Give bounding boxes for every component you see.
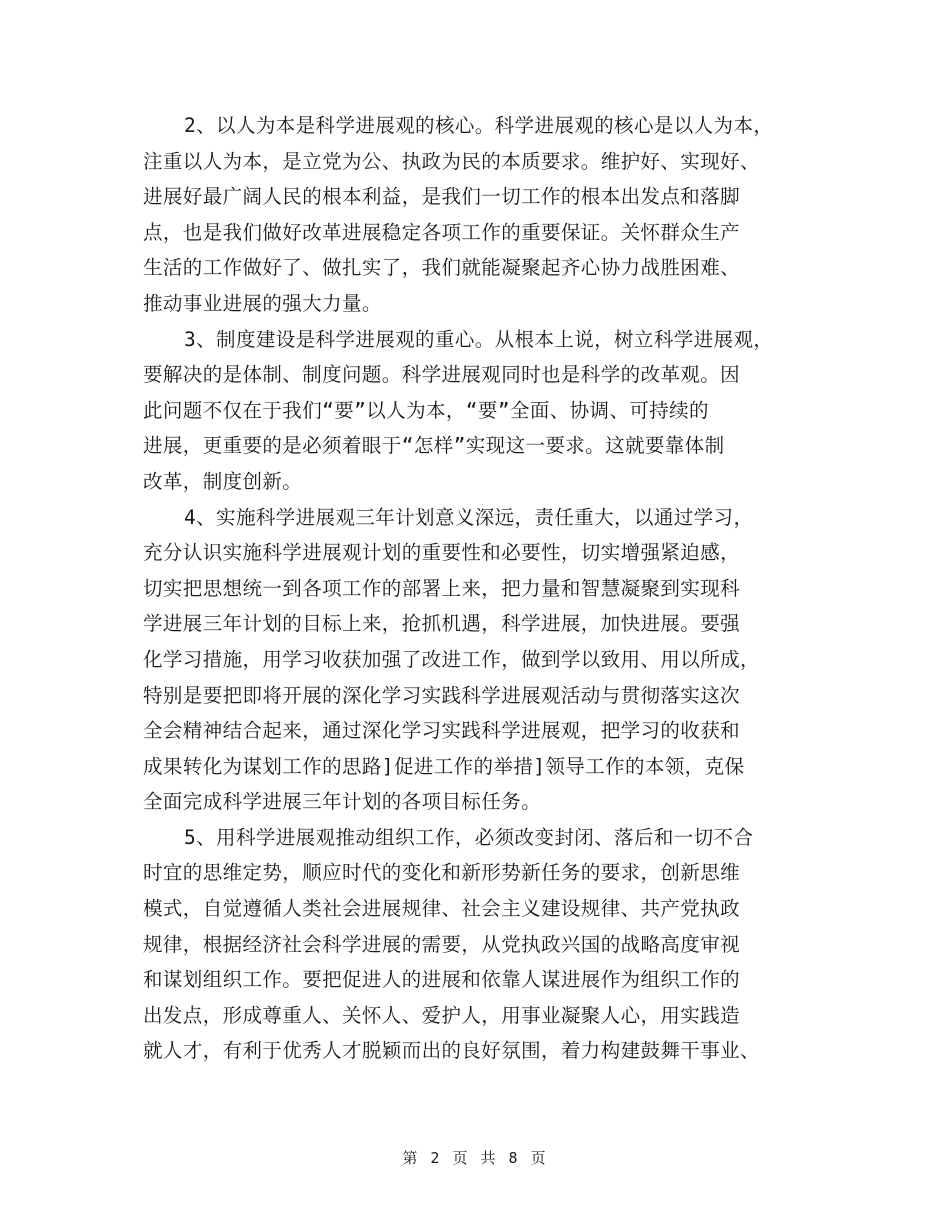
text-line: 成果转化为谋划工作的思路]促进工作的举措]领导工作的本领，克保	[143, 754, 745, 778]
text-line: 点，也是我们做好改革进展稳定各项工作的重要保证。关怀群众生产	[143, 220, 741, 244]
text-line: 进展，更重要的是必须着眼于“怎样”实现这一要求。这就要靠体制	[143, 434, 725, 458]
text-line: 特别是要把即将开展的深化学习实践科学进展观活动与贯彻落实这次	[143, 683, 741, 707]
paragraph-2	[143, 108, 833, 322]
text-line: 充分认识实施科学进展观计划的重要性和必要性，切实增强紧迫感，	[143, 541, 741, 565]
text-line: 2、以人为本是科学进展观的核心。科学进展观的核心是以人为本，	[184, 114, 774, 137]
text-line: 和谋划组织工作。要把促进人的进展和依靠人谋进展作为组织工作的	[143, 968, 741, 992]
text-line: 注重以人为本，是立党为公、执政为民的本质要求。维护好、实现好、	[143, 149, 760, 173]
text-line: 全面完成科学进展三年计划的各项目标任务。	[143, 790, 542, 814]
text-line: 切实把思想统一到各项工作的部署上来，把力量和智慧凝聚到实现科	[143, 576, 741, 600]
text-line: 5、用科学进展观推动组织工作，必须改变封闭、落后和一切不合	[184, 825, 754, 849]
text-line: 3、制度建设是科学进展观的重心。从根本上说，树立科学进展观，	[184, 327, 774, 351]
page-number: 第 2 页 共 8 页	[402, 1149, 548, 1167]
text-line: 此问题不仅在于我们“要”以人为本，“要”全面、协调、可持续的	[143, 398, 709, 422]
paragraph-4	[143, 500, 833, 820]
text-line: 时宜的思维定势，顺应时代的变化和新形势新任务的要求，创新思维	[143, 861, 741, 885]
text-line: 全会精神结合起来，通过深化学习实践科学进展观，把学习的收获和	[143, 719, 741, 743]
text-line: 推动事业进展的强大力量。	[143, 291, 382, 315]
text-line: 学进展三年计划的目标上来，抢抓机遇，科学进展，加快进展。要强	[143, 612, 741, 636]
text-line: 就人才，有利于优秀人才脱颖而出的良好氛围，着力构建鼓舞干事业、	[143, 1039, 760, 1063]
text-line: 模式，自觉遵循人类社会进展规律、社会主义建设规律、共产党执政	[143, 897, 741, 921]
text-line: 出发点，形成尊重人、关怀人、爱护人，用事业凝聚人心，用实践造	[143, 1003, 741, 1027]
text-line: 4、实施科学进展观三年计划意义深远，责任重大，以通过学习，	[184, 505, 754, 529]
paragraph-5	[143, 820, 833, 1069]
text-line: 规律，根据经济社会科学进展的需要，从党执政兴国的战略高度审视	[143, 932, 741, 956]
text-line: 进展好最广阔人民的根本利益，是我们一切工作的根本出发点和落脚	[143, 185, 741, 209]
text-line: 要解决的是体制、制度问题。科学进展观同时也是科学的改革观。因	[143, 363, 741, 387]
text-line: 改革，制度创新。	[143, 469, 303, 493]
text-line: 生活的工作做好了、做扎实了，我们就能凝聚起齐心协力战胜困难、	[143, 256, 741, 280]
document-body	[143, 108, 833, 1069]
paragraph-3	[143, 322, 833, 500]
text-line: 化学习措施，用学习收获加强了改进工作，做到学以致用、用以所成，	[143, 647, 760, 671]
